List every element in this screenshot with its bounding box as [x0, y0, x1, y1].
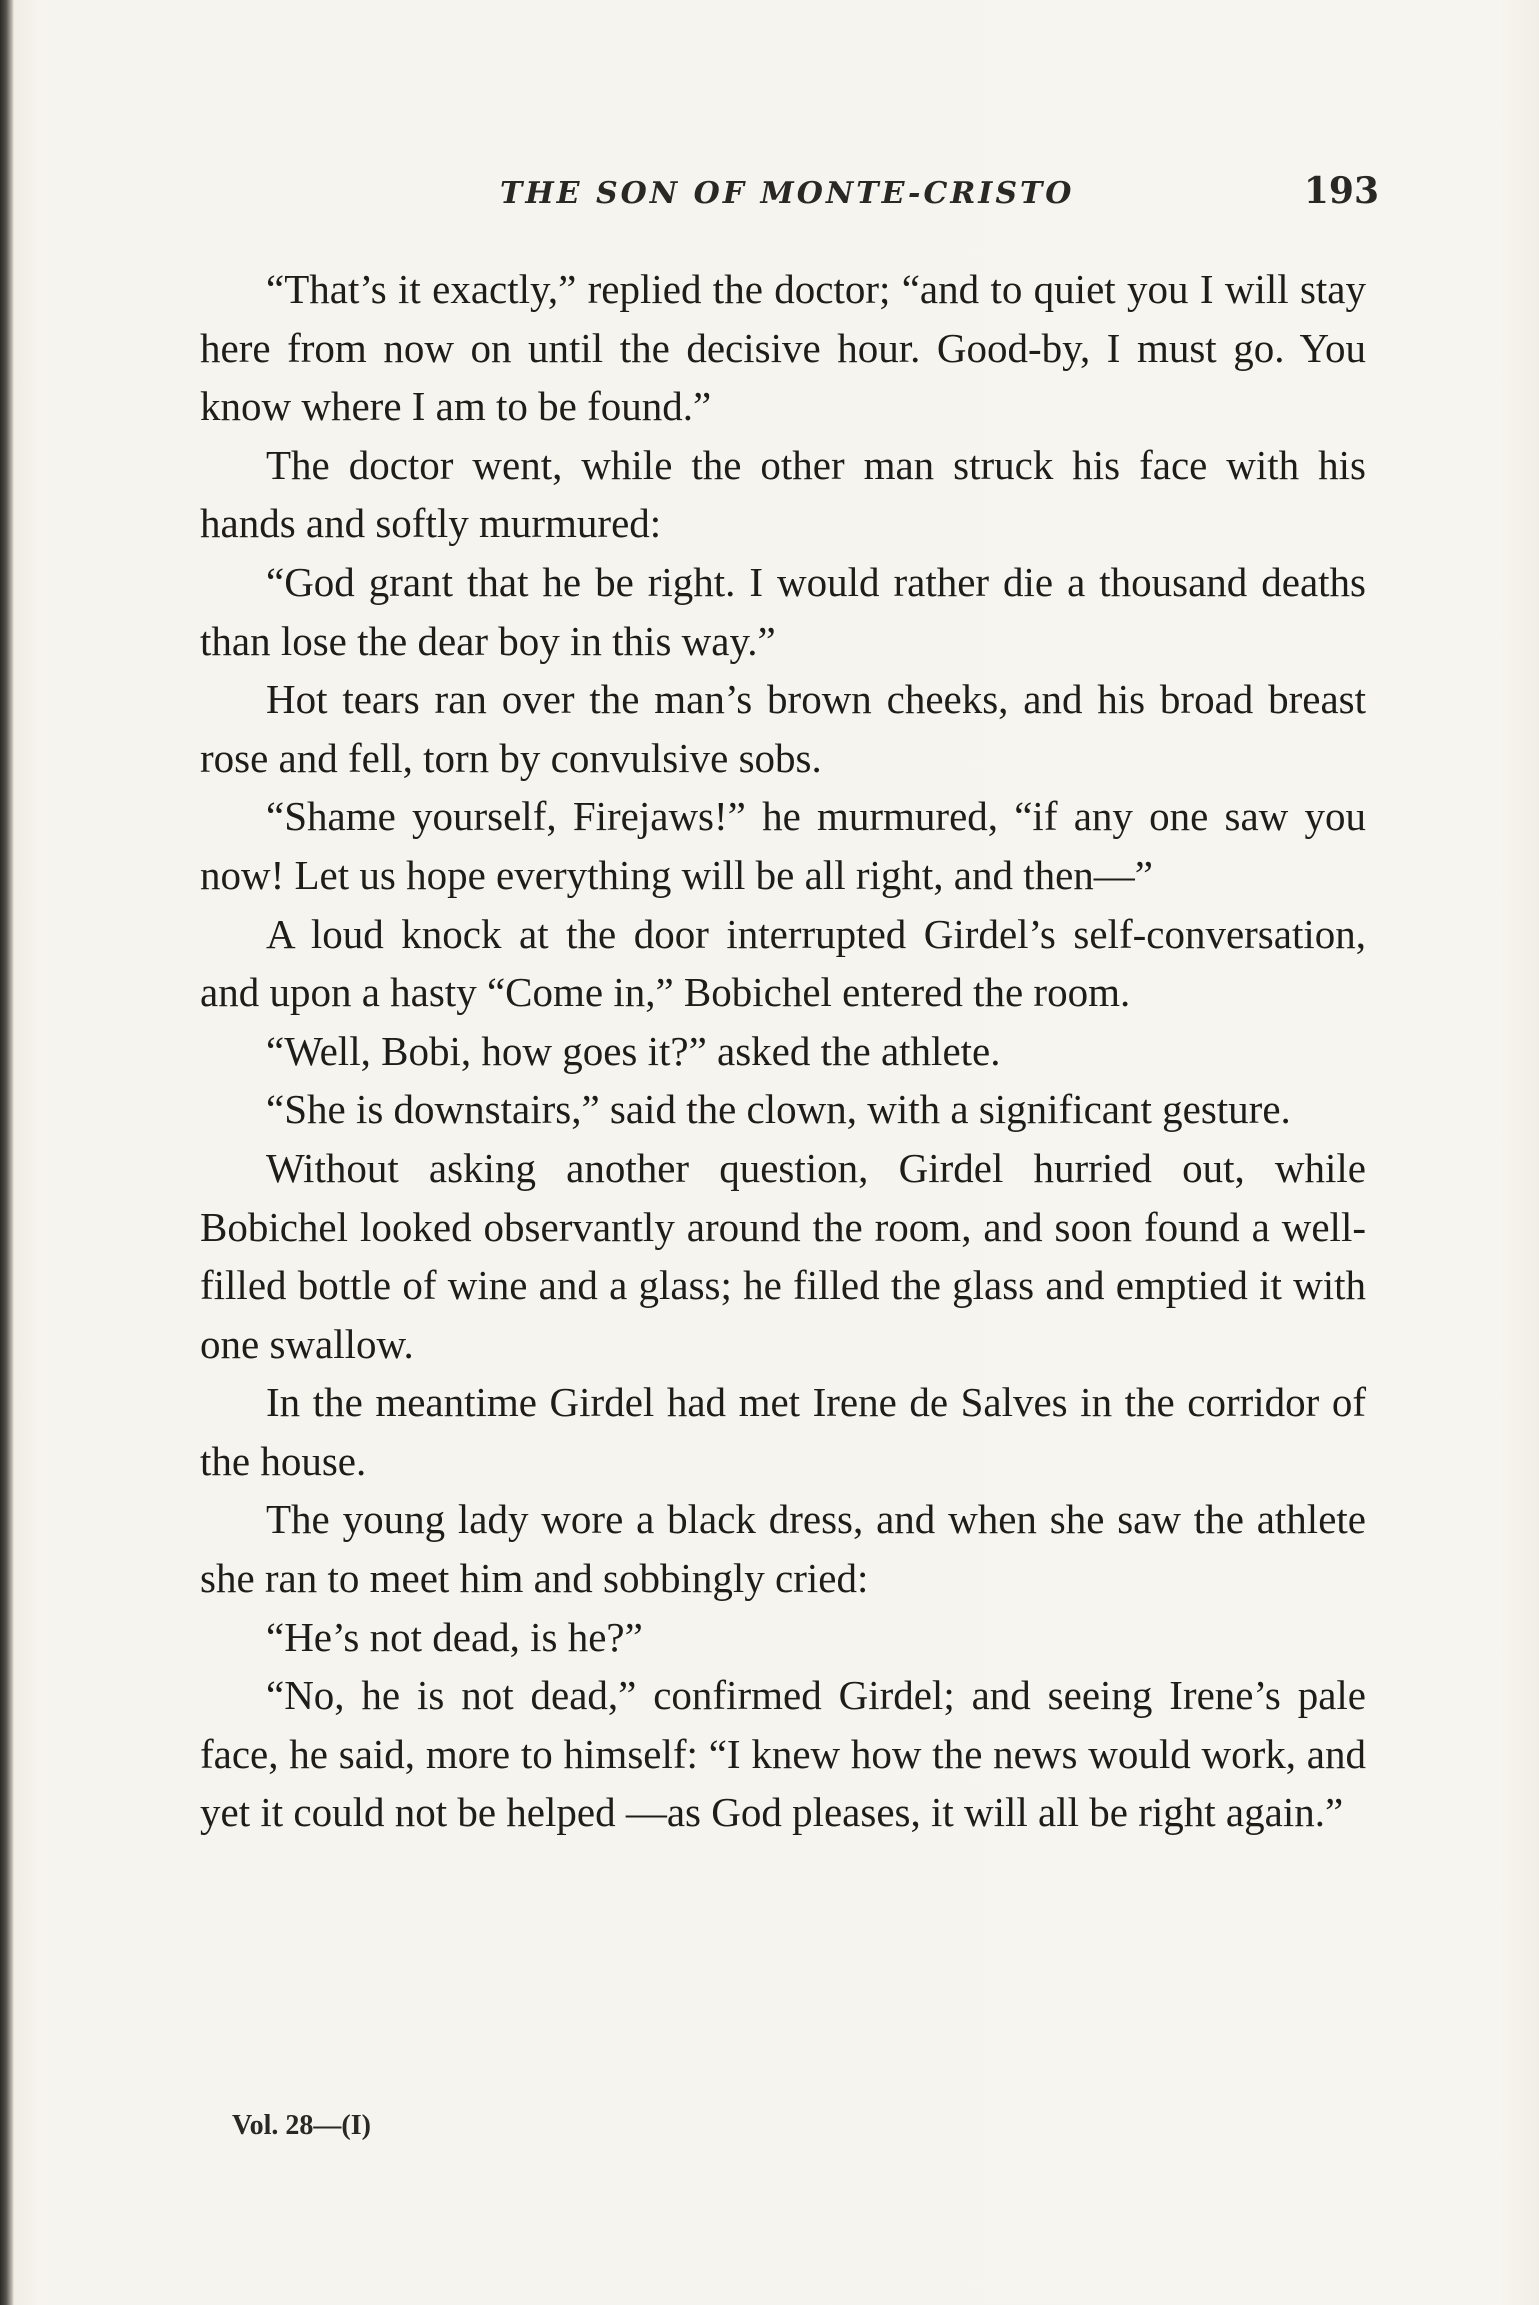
paragraph: The young lady wore a black dress, and when she saw the athlete she ran to meet him and sobbingly cried: — [200, 1496, 1366, 1602]
paragraph: “That’s it exactly,” replied the doctor; “and to quiet you I will stay here from now on until the decisive hour. Good-by, I must go. You know where I am to be found.” — [200, 266, 1366, 430]
page-number: 193 — [1303, 170, 1379, 212]
running-title: THE SON OF MONTE-CRISTO — [500, 176, 1075, 211]
paragraph: Without asking another question, Girdel hurried out, while Bobichel looked observantly around the room, and soon found a well-filled bottle of wine and a glass; he filled the glass and emptied it with one swallow. — [200, 1144, 1366, 1367]
paragraph: “No, he is not dead,” confirmed Girdel; and seeing Irene’s pale face, he said, more to himself: “I knew how the news would work, and yet it could not be helped —as God pleases, it will all be right again.” — [200, 1672, 1366, 1836]
paragraph: “She is downstairs,” said the clown, with a significant gesture. — [266, 1086, 1291, 1133]
paragraph: “Shame yourself, Firejaws!” he murmured, “if any one saw you now! Let us hope everything will be all right, and then—” — [200, 793, 1366, 898]
signature-mark: Vol. 28—(I) — [232, 2110, 371, 2141]
paragraph: Hot tears ran over the man’s brown cheeks, and his broad breast rose and fell, torn by convulsive sobs. — [200, 676, 1366, 781]
binding-edge — [0, 0, 14, 2305]
running-head — [200, 170, 1379, 226]
paragraph: A loud knock at the door interrupted Girdel’s self-conversation, and upon a hasty “Come in,” Bobichel entered the room. — [200, 910, 1366, 1016]
paragraph: The doctor went, while the other man struck his face with his hands and softly murmured: — [200, 441, 1366, 547]
paragraph: “God grant that he be right. I would rather die a thousand deaths than lose the dear boy in this way.” — [200, 558, 1366, 664]
body-text — [200, 260, 1366, 1842]
paragraph: “Well, Bobi, how goes it?” asked the athlete. — [266, 1027, 1001, 1074]
paragraph: In the meantime Girdel had met Irene de Salves in the corridor of the house. — [200, 1379, 1366, 1484]
paragraph: “He’s not dead, is he?” — [266, 1613, 643, 1660]
